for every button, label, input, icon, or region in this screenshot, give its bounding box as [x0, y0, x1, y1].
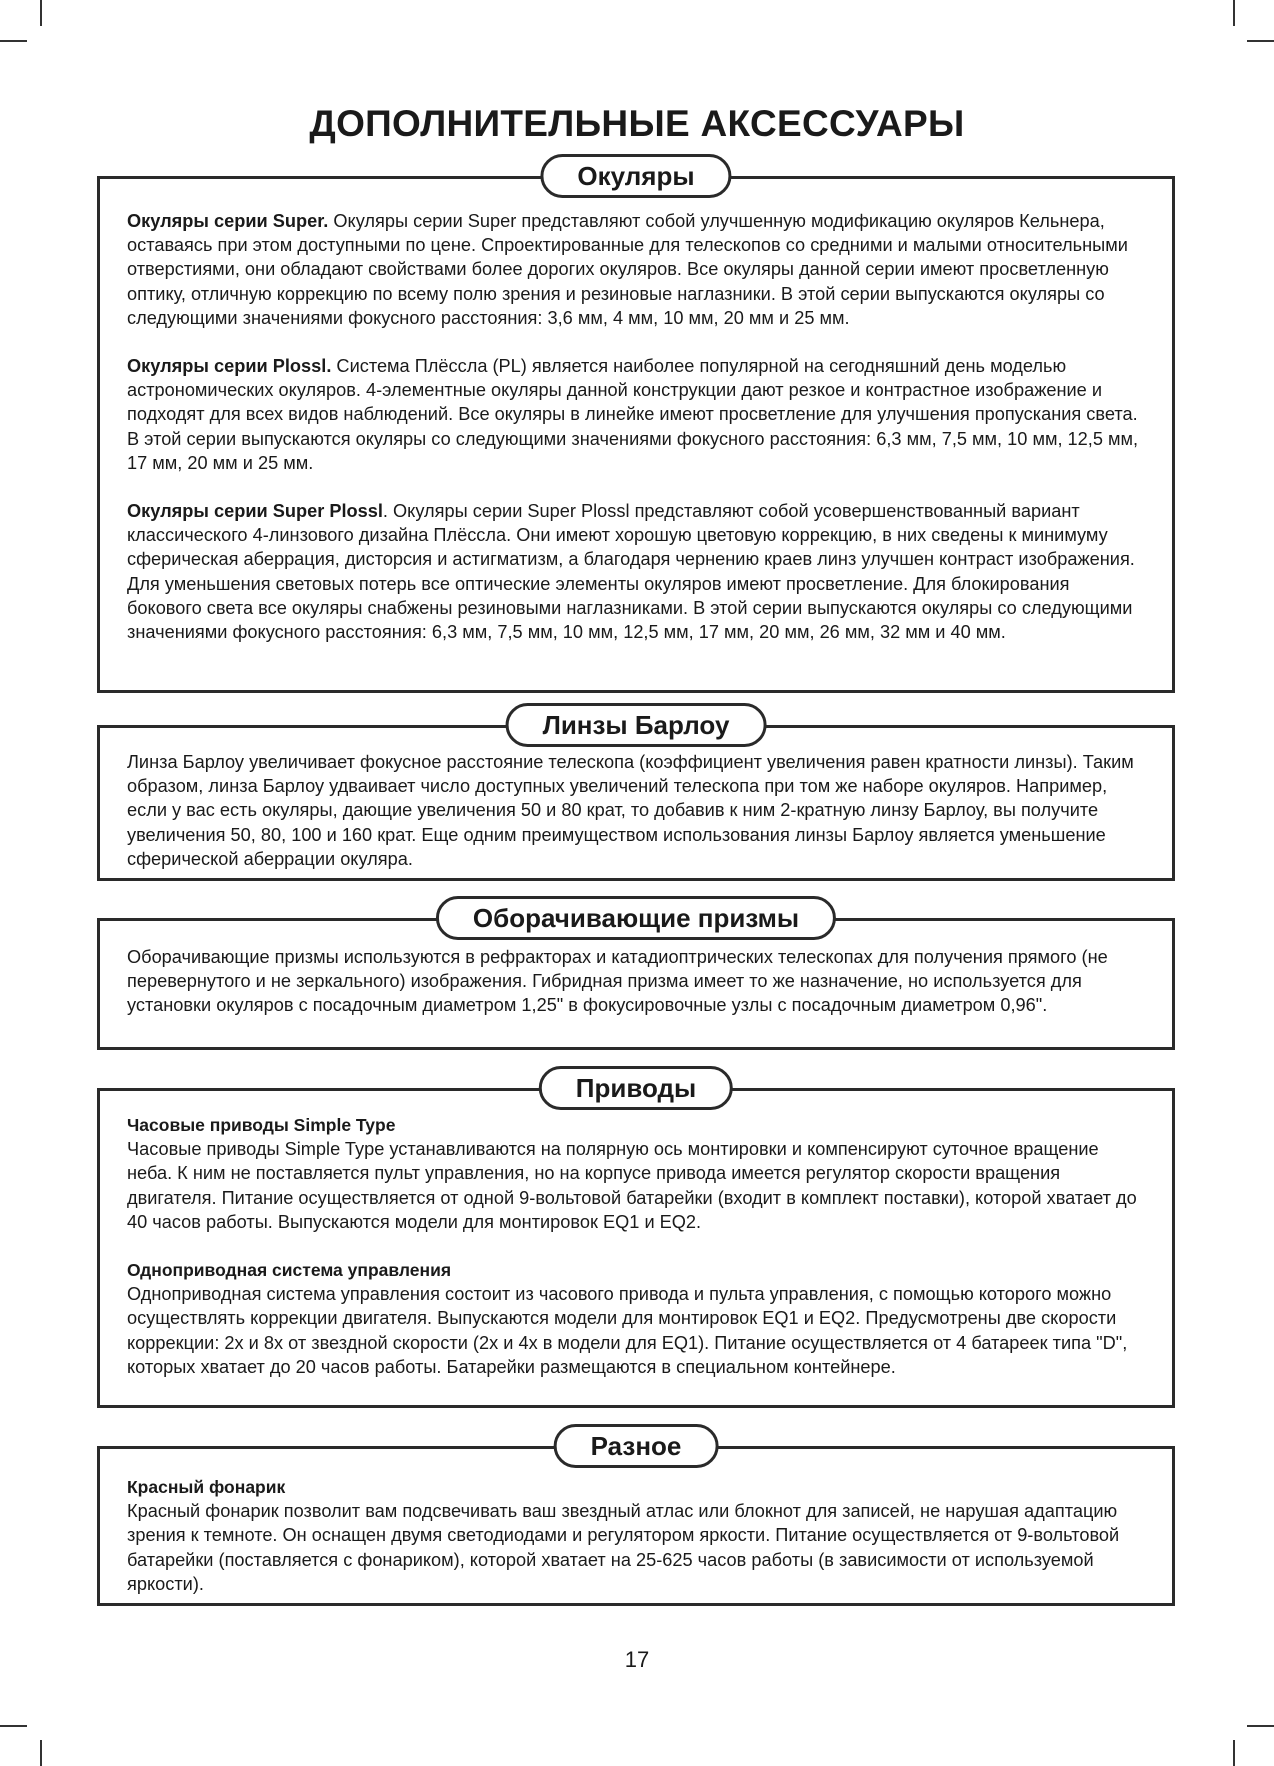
section-drives — [97, 1073, 1175, 1408]
paragraph-plossl-lead: Окуляры серии Plossl. — [127, 356, 332, 377]
paragraph-simple-type-text: Часовые приводы Simple Type устанавливаются на полярную ось монтировки и компенсируют суточное вращение неба. К ним не поставляется пульт управления, но на корпусе привода имеется регулятор скорости вращения двигателя. Питание осуществляется от одной 9-вольтовой батарейки (входит в комплект поставки), которой хватает до 40 часов работы. Выпускаются модели для монтировок EQ1 и EQ2. — [127, 1139, 1137, 1232]
crop-mark-bottom-right-v — [1233, 1740, 1235, 1766]
section-misc — [97, 1431, 1175, 1606]
paragraph-super-plossl-text: . Окуляры серии Super Plossl представляют собой усовершенствованный вариант классического 4-линзового дизайна Плёссла. Они имеют хорошую цветовую коррекцию, в них сведены к минимуму сферическая аберрация, дисторсия и астигматизм, а благодаря чернению краев линз улучшен контраст изображения. Для уменьшения световых потерь все оптические элементы окуляров имеют просветление. Для блокирования бокового света все окуляры снабжены резиновыми наглазниками. В этой серии выпускаются окуляры со следующими значениями фокусного расстояния: 6,3 мм, 7,5 мм, 10 мм, 12,5 мм, 17 мм, 20 мм, 26 мм, 32 мм и 40 мм. — [127, 501, 1135, 643]
paragraph-super — [127, 209, 1148, 330]
paragraph-red-flashlight-text: Красный фонарик позволит вам подсвечивать ваш звездный атлас или блокнот для записей, не нарушая адаптацию зрения к темноте. Он оснащен двумя светодиодами и регулятором яркости. Питание осуществляется от 9-вольтовой батарейки (поставляется с фонариком), которой хватает на 25-625 часов работы (в зависимости от используемой яркости). — [127, 1501, 1120, 1594]
page-number: 17 — [624, 1647, 650, 1672]
section-eyepieces-content — [127, 209, 1148, 644]
section-title-misc: Разное — [554, 1424, 719, 1468]
section-title-prisms: Оборачивающие призмы — [436, 896, 836, 940]
crop-mark-top-left-h — [0, 40, 27, 42]
crop-mark-top-right-h — [1247, 40, 1274, 42]
paragraph-plossl — [127, 354, 1148, 475]
paragraph-single-drive — [127, 1258, 1148, 1379]
paragraph-red-flashlight — [127, 1475, 1148, 1596]
page-title: ДОПОЛНИТЕЛЬНЫЕ АКСЕССУАРЫ — [309, 103, 965, 144]
subhead-simple-type: Часовые приводы Simple Type — [127, 1115, 396, 1135]
paragraph-super-lead: Окуляры серии Super. — [127, 211, 329, 231]
crop-mark-bottom-left-h — [0, 1725, 27, 1727]
section-eyepieces — [97, 161, 1175, 693]
section-prisms — [97, 903, 1175, 1050]
section-barlow-content — [127, 750, 1148, 871]
crop-mark-bottom-left-v — [40, 1740, 42, 1766]
paragraph-super-plossl — [127, 499, 1148, 644]
section-drives-content — [127, 1113, 1148, 1379]
section-title-barlow: Линзы Барлоу — [506, 703, 767, 747]
paragraph-simple-type — [127, 1113, 1148, 1234]
subhead-single-drive: Одноприводная система управления — [127, 1260, 452, 1281]
subhead-red-flashlight: Красный фонарик — [127, 1477, 286, 1497]
section-title-eyepieces: Окуляры — [540, 154, 731, 198]
paragraph-prisms: Оборачивающие призмы используются в рефракторах и катадиоптрических телескопах для получения прямого (не перевернутого и не зеркального) изображения. Гибридная призма имеет то же назначение, но используется для установки окуляров с посадочным диаметром 1,25" в фокусировочные узлы с посадочным диаметром 0,96". — [127, 947, 1108, 1016]
crop-mark-top-right-v — [1233, 0, 1235, 26]
crop-mark-bottom-right-h — [1247, 1725, 1274, 1727]
paragraph-single-drive-text: Одноприводная система управления состоит из часового привода и пульта управления, с помощью которого можно осуществлять коррекции двигателя. Выпускаются модели для монтировок EQ1 и EQ2. Предусмотрены две скорости коррекции: 2х и 8х от звездной скорости (2х и 4х в модели для EQ1). Питание осуществляется от 4 батареек типа "D", которых хватает до 20 часов работы. Батарейки размещаются в специальном контейнере. — [127, 1284, 1128, 1377]
paragraph-super-plossl-lead: Окуляры серии Super Plossl — [127, 501, 383, 522]
paragraph-plossl-text: Система Плёссла (PL) является наиболее популярной на сегодняшний день моделью астрономических окуляров. 4-элементные окуляры данной конструкции дают резкое и контрастное изображение и подходят для всех видов наблюдений. Все окуляры в линейке имеют просветление для улучшения пропускания света. В этой серии выпускаются окуляры со следующими значениями фокусного расстояния: 6,3 мм, 7,5 мм, 10 мм, 12,5 мм, 17 мм, 20 мм и 25 мм. — [127, 356, 1139, 473]
paragraph-barlow: Линза Барлоу увеличивает фокусное расстояние телескопа (коэффициент увеличения равен кратности линзы). Таким образом, линза Барлоу удваивает число доступных увеличений телескопа при том же наборе окуляров. Например, если у вас есть окуляры, дающие увеличения 50 и 80 крат, то добавив к ним 2-кратную линзу Барлоу, вы получите увеличения 50, 80, 100 и 160 крат. Еще одним преимуществом использования линзы Барлоу является уменьшение сферической аберрации окуляра. — [127, 752, 1134, 869]
section-prisms-content — [127, 945, 1148, 1018]
section-title-drives: Приводы — [539, 1066, 733, 1110]
section-misc-content — [127, 1475, 1148, 1596]
paragraph-super-text: Окуляры серии Super представляют собой улучшенную модификацию окуляров Кельнера, оставаясь при этом доступными по цене. Спроектированные для телескопов со средними и малыми относительными отверстиями, они обладают свойствами более дорогих окуляров. Все окуляры данной серии имеют просветленную оптику, отличную коррекцию по всему полю зрения и резиновые наглазники. В этой серии выпускаются окуляры со следующими значениями фокусного расстояния: 3,6 мм, 4 мм, 10 мм, 20 мм и 25 мм. — [127, 211, 1128, 328]
crop-mark-top-left-v — [40, 0, 42, 26]
section-barlow — [97, 710, 1175, 881]
